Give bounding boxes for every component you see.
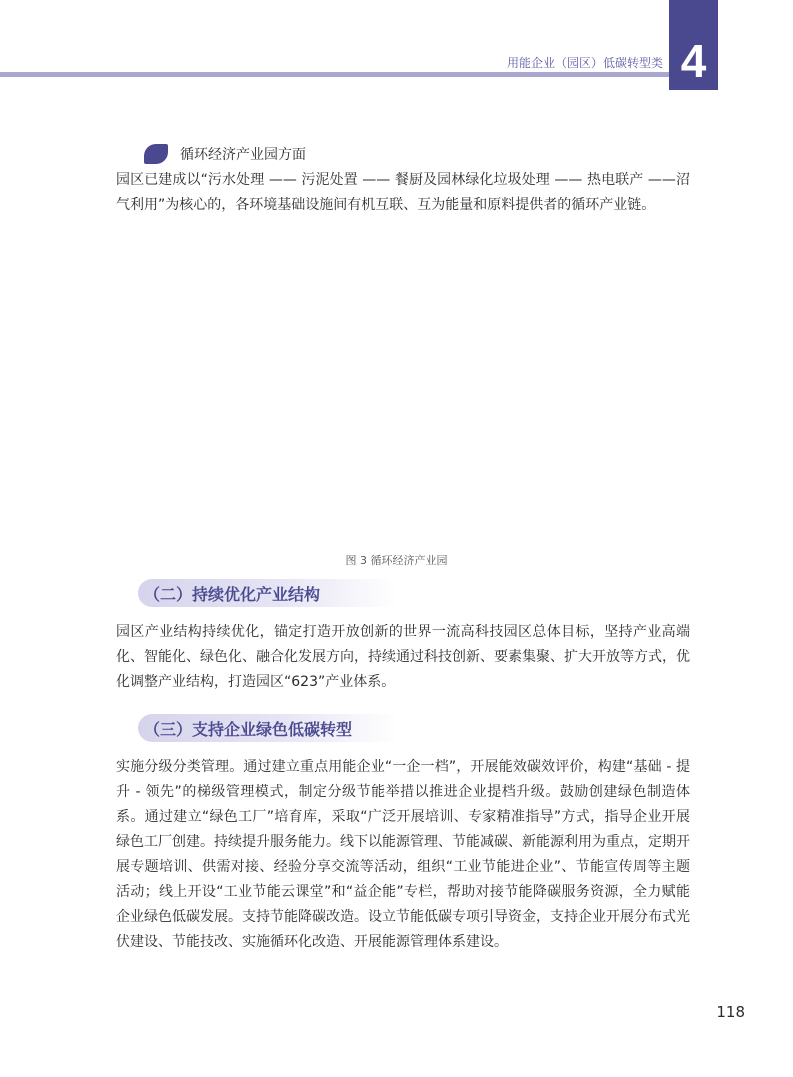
running-title: 用能企业（园区）低碳转型类	[506, 56, 663, 70]
section-2-paragraph: 园区产业结构持续优化，锚定打造开放创新的世界一流高科技园区总体目标，坚持产业高端化、智能化、绿色化、融合化发展方向，持续通过科技创新、要素集聚、扩大开放等方式，优化调整产业结构，打造园区“623”产业体系。	[116, 624, 690, 690]
section-heading-2	[138, 579, 398, 607]
subheading-text: 循环经济产业园方面	[180, 147, 306, 163]
figure-image-area	[116, 250, 690, 540]
chapter-tab	[669, 0, 718, 90]
section-heading-3-text: （三）支持企业绿色低碳转型	[144, 719, 353, 739]
section-heading-2-text: （二）持续优化产业结构	[144, 584, 321, 604]
chapter-number: 4	[680, 35, 707, 87]
section-3-paragraph: 实施分级分类管理。通过建立重点用能企业“一企一档”，开展能效碳效评价，构建“基础 - 提升 - 领先”的梯级管理模式，制定分级节能举措以推进企业提档升级。鼓励创建绿色制造体系。通过建立“绿色工厂”培育库，采取“广泛开展培训、专家精准指导”方式，指导企业开展绿色工厂创建。持续提升服务能力。线下以能源管理、节能减碳、新能源利用为重点，定期开展专题培训、供需对接、经验分享交流等活动，组织“工业节能进企业”、节能宣传周等主题活动；线上开设“工业节能云课堂”和“益企能”专栏，帮助对接节能降碳服务资源，全力赋能企业绿色低碳发展。支持节能降碳改造。设立节能低碳专项引导资金，支持企业开展分布式光伏建设、节能技改、实施循环化改造、开展能源管理体系建设。	[116, 759, 690, 950]
leaf-bullet-icon	[144, 144, 168, 164]
page-number: 118	[716, 1003, 745, 1021]
header-rule	[0, 72, 672, 77]
circular-paragraph: 园区已建成以“污水处理 —— 污泥处置 —— 餐厨及园林绿化垃圾处理 —— 热电联产 ——沼气利用”为核心的，各环境基础设施间有机互联、互为能量和原料提供者的循环产业链。	[116, 172, 690, 213]
subheading	[144, 143, 306, 165]
figure-caption: 图 3 循环经济产业园	[345, 554, 448, 567]
section-heading-3	[138, 714, 398, 742]
